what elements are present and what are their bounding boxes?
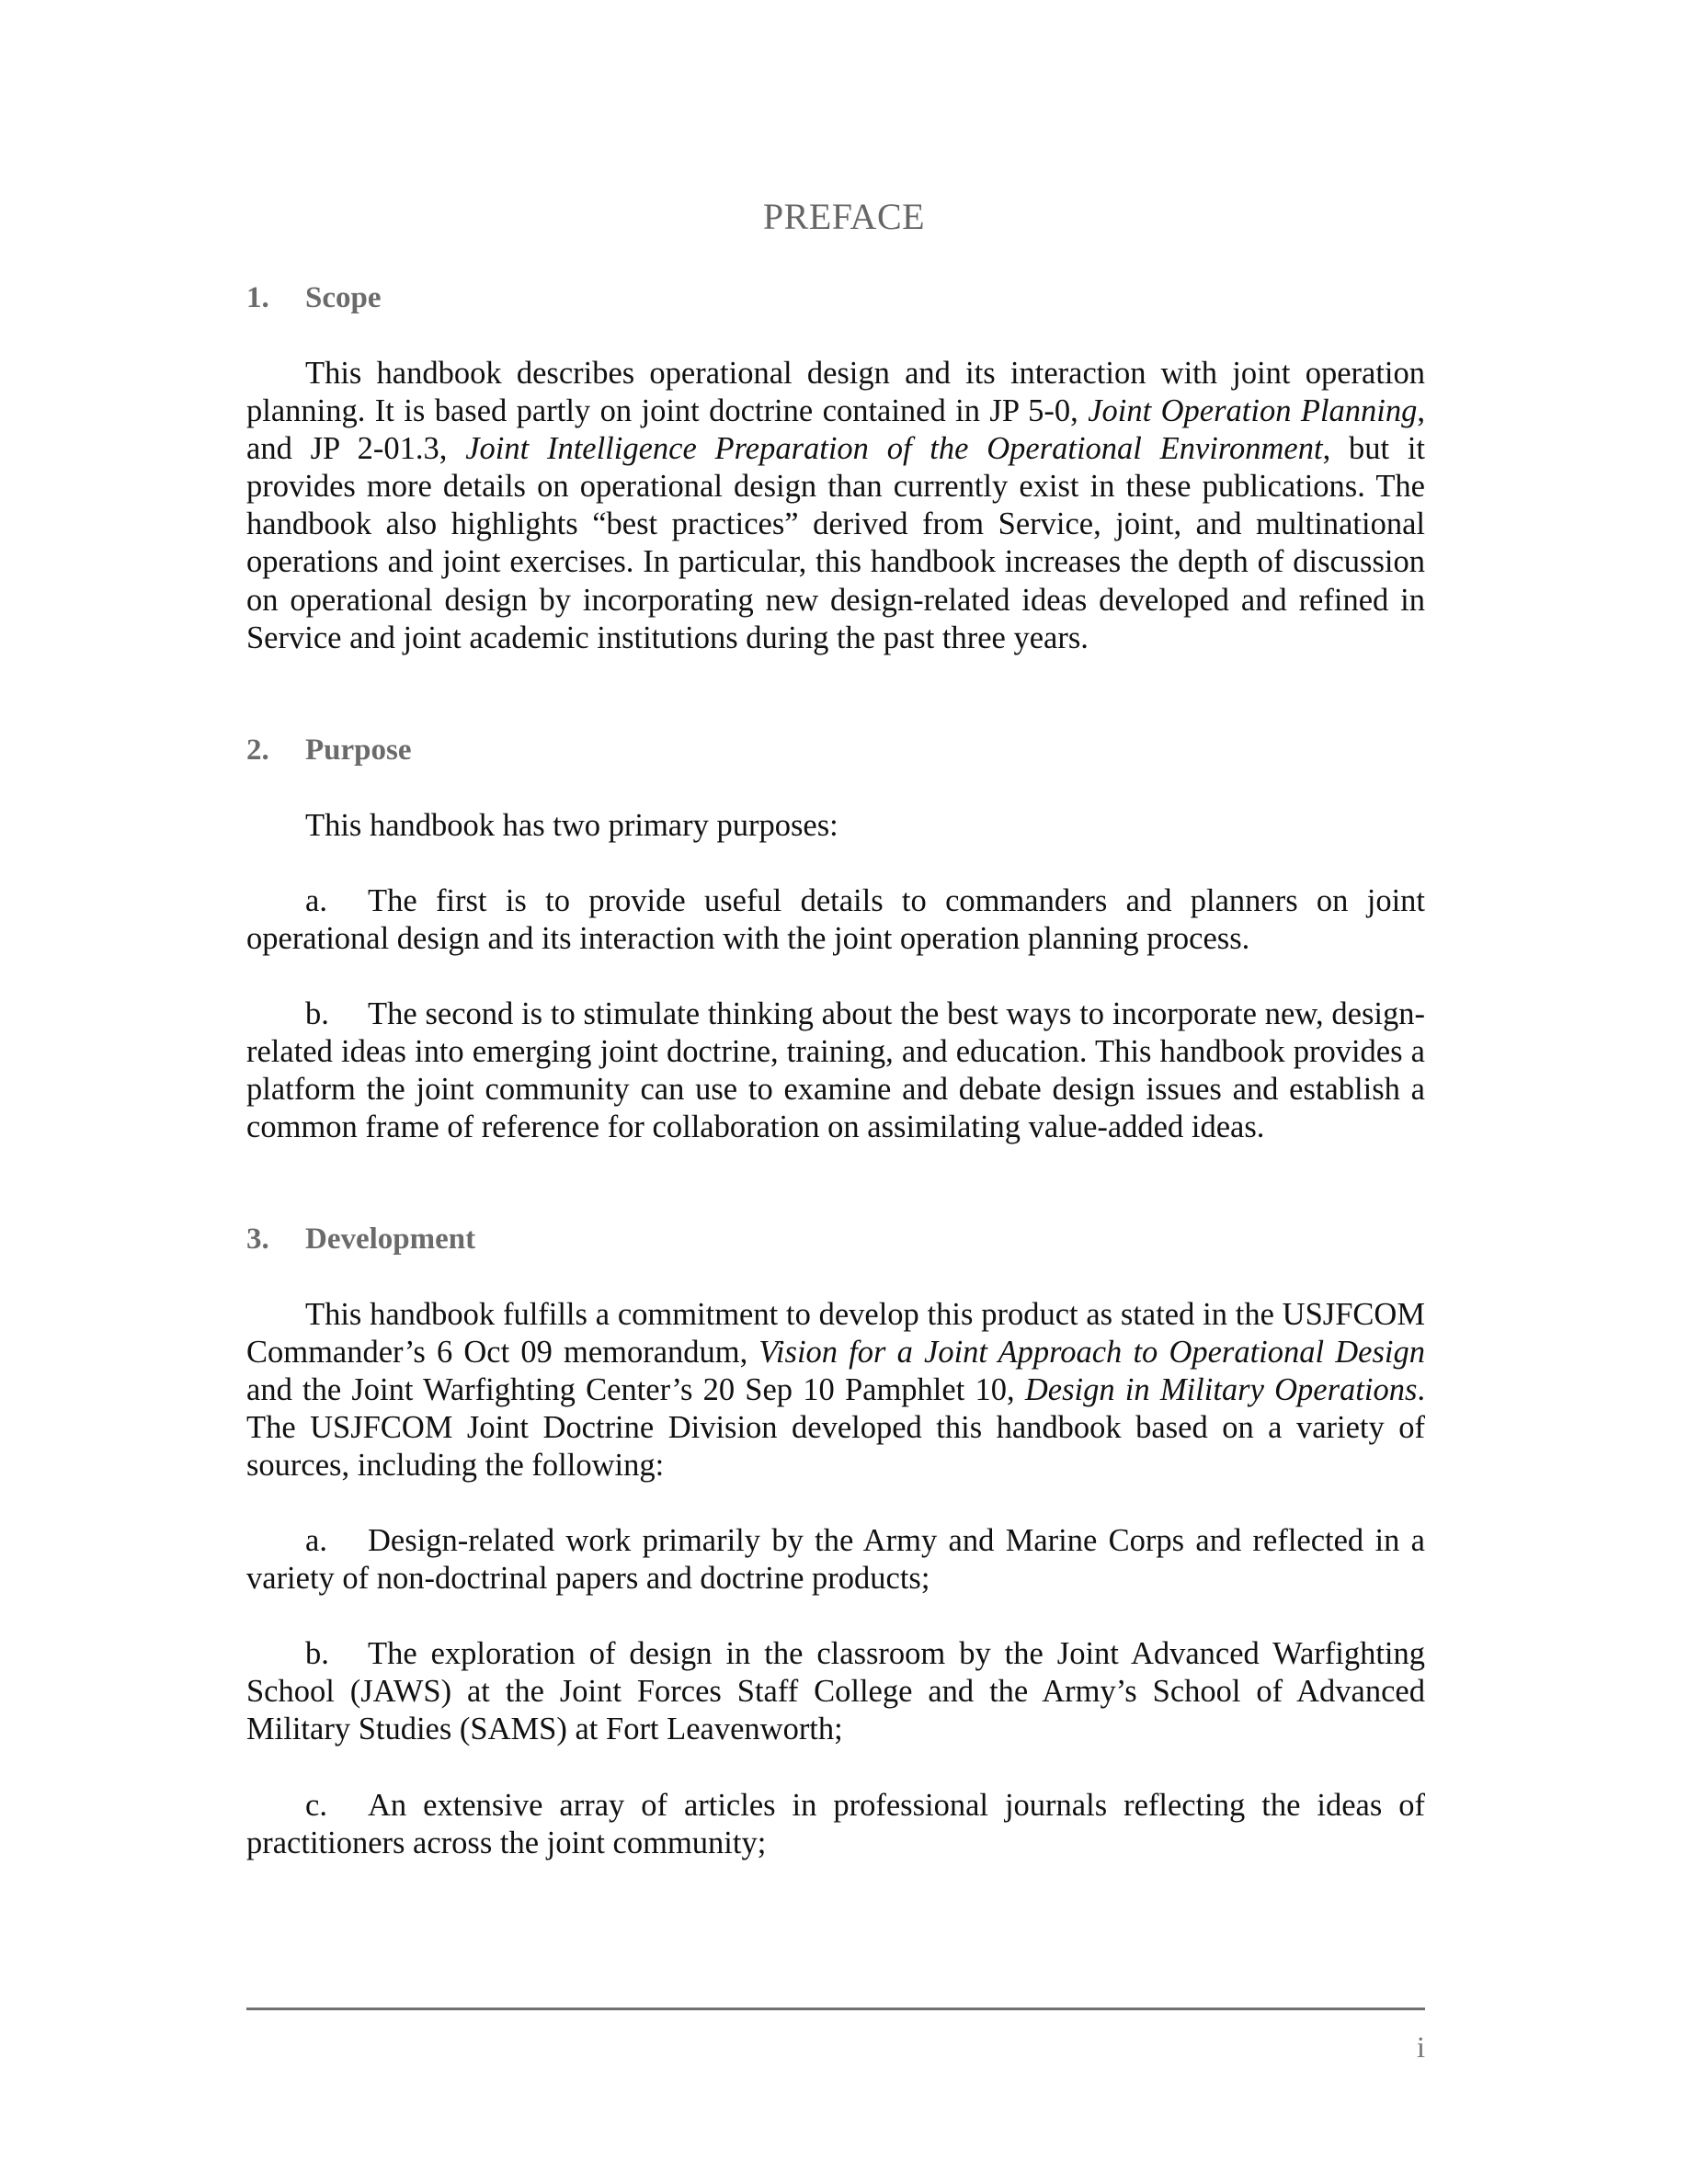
text-run: , and JP 2-01.3, — [246, 393, 1425, 467]
publication-title: Design in Military Operations — [1024, 1372, 1418, 1408]
development-item-b — [246, 1635, 1425, 1748]
text-run: and the Joint Warfighting Center’s 20 Sep 10 Pamphlet 10, — [246, 1372, 1025, 1408]
item-label: a. — [305, 1523, 327, 1558]
item-label: c. — [305, 1788, 327, 1823]
development-paragraph — [246, 1296, 1425, 1484]
item-label: b. — [305, 1636, 329, 1671]
publication-title: Joint Operation Planning — [1088, 393, 1418, 429]
text-run: The second is to stimulate thinking about the best ways to incorporate new, design-related ideas into emerging joint doctrine, training, and education. This handbook provides a platform the joint community can use to examine and debate design issues and establish a common frame of reference for collaboration on assimilating value-added ideas. — [246, 996, 1425, 1145]
section-heading-purpose — [246, 732, 412, 769]
text-run: , but it provides more details on operational design than currently exist in these publications. The handbook also highlights “best practices” derived from Service, joint, and multinational operations and joint exercises. In particular, this handbook increases the depth of discussion on operational design by incorporating new design-related ideas developed and refined in Service and joint academic institutions during the past three years. — [246, 431, 1426, 655]
paragraph-text — [246, 1296, 1425, 1484]
publication-title: Vision for a Joint Approach to Operational Design — [758, 1335, 1425, 1371]
purpose-item-a — [246, 882, 1425, 958]
section-heading-development — [246, 1221, 475, 1258]
text-run: The first is to provide useful details to commanders and planners on joint operational design and its interaction with the joint operation planning process. — [246, 883, 1425, 957]
page-number: i — [1416, 2031, 1425, 2065]
text-run: The exploration of design in the classroom by the Joint Advanced Warfighting School (JAWS) at the Joint Forces Staff College and the Army’s School of Advanced Military Studies (SAMS) at Fort Leavenworth; — [246, 1636, 1425, 1747]
paragraph-text — [246, 995, 1425, 1146]
item-label: b. — [305, 996, 329, 1031]
section-heading-scope — [246, 279, 382, 317]
text-run: This handbook has two primary purposes: — [305, 808, 838, 843]
development-item-c — [246, 1787, 1425, 1862]
paragraph-text — [246, 882, 1425, 958]
section-title: Purpose — [305, 734, 412, 767]
section-number: 2. — [246, 734, 269, 767]
section-number: 1. — [246, 281, 269, 314]
text-run: Design-related work primarily by the Army and Marine Corps and reflected in a variety of non-doctrinal papers and doctrine products; — [246, 1523, 1425, 1597]
paragraph-text — [246, 355, 1425, 657]
text-run: An extensive array of articles in professional journals reflecting the ideas of practitioners across the joint community; — [246, 1788, 1425, 1861]
purpose-item-b — [246, 995, 1425, 1146]
purpose-intro-paragraph — [246, 807, 1425, 845]
text-run: . The USJFCOM Joint Doctrine Division developed this handbook based on a variety of sources, including the following: — [246, 1372, 1425, 1484]
section-title: Development — [305, 1223, 476, 1256]
scope-paragraph — [246, 355, 1425, 657]
text-run: This handbook fulfills a commitment to develop this product as stated in the USJFCOM Commander’s 6 Oct 09 memorandum, — [246, 1297, 1425, 1371]
footer-rule — [246, 2008, 1425, 2010]
text-run: This handbook describes operational design and its interaction with joint operation planning. It is based partly on joint doctrine contained in JP 5-0, — [246, 356, 1425, 429]
page-title: PREFACE — [762, 196, 926, 237]
section-title: Scope — [305, 281, 382, 314]
item-label: a. — [305, 883, 327, 918]
section-number: 3. — [246, 1223, 269, 1256]
paragraph-text — [246, 1522, 1425, 1598]
paragraph-text — [246, 1635, 1425, 1748]
development-item-a — [246, 1522, 1425, 1598]
paragraph-text — [246, 807, 1425, 845]
paragraph-text — [246, 1787, 1425, 1862]
publication-title: Joint Intelligence Preparation of the Operational Environment — [465, 431, 1323, 467]
